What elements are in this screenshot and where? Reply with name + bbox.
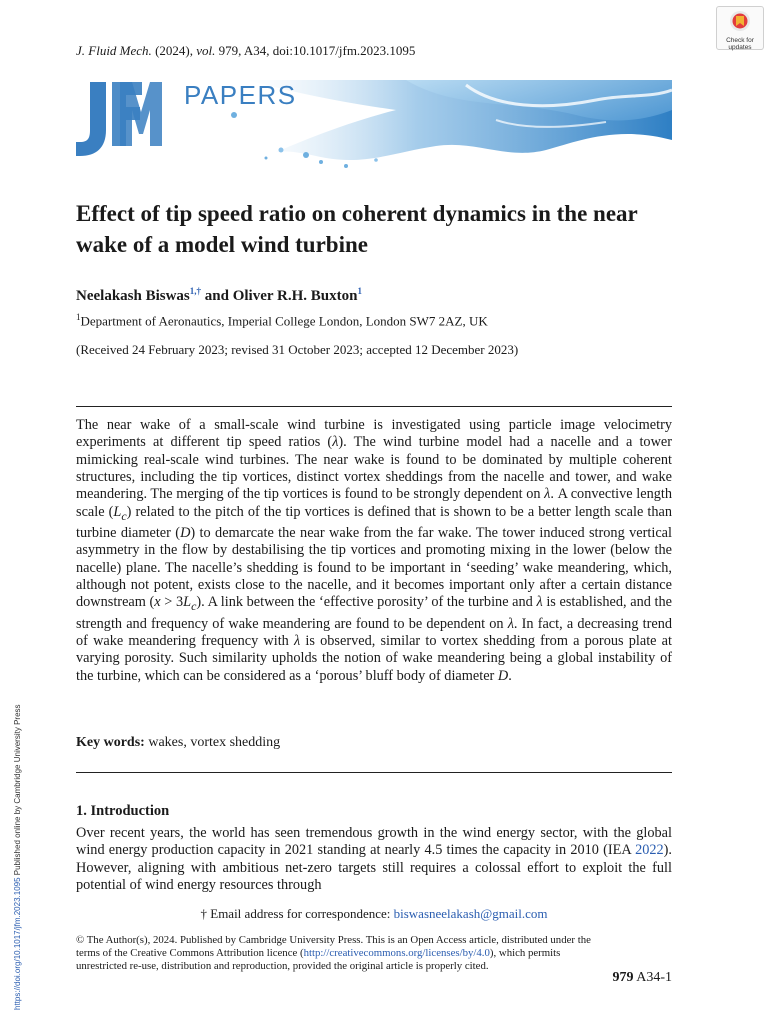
side-doi-link[interactable]: https://doi.org/10.1017/jfm.2023.1095: [13, 877, 22, 1010]
journal-name: J. Fluid Mech.: [76, 43, 152, 58]
journal-year: (2024),: [151, 43, 197, 58]
affiliation-text: Department of Aeronautics, Imperial College London, London SW7 2AZ, UK: [80, 313, 488, 329]
check-label-2: updates: [728, 44, 752, 51]
jfm-papers-banner: [76, 80, 672, 170]
license-text: © The Author(s), 2024. Published by Cambridge University Press. This is an Open Access article, distributed under the terms of the Creative Commons Attribution licence (: [76, 934, 591, 959]
abstract-text: The near wake of a small-scale wind turbine is investigated using particle image velocimetry experiments at different tip speed ratios (: [76, 417, 672, 451]
lambda-symbol: λ: [507, 615, 514, 632]
author-1-affil-link[interactable]: 1: [189, 286, 195, 296]
abstract: [76, 417, 672, 685]
check-label-1: Check for: [726, 37, 754, 44]
abstract-text: . In fact, a decreasing trend of wake meandering frequency with: [76, 615, 672, 649]
author-2-affil-link[interactable]: 1: [357, 286, 362, 296]
lambda-symbol: λ: [544, 486, 551, 503]
abstract-text: .: [508, 667, 512, 684]
d-symbol: D: [180, 524, 191, 541]
water-splash-graphic: [231, 80, 672, 168]
lc-symbol: L: [113, 503, 122, 520]
affiliation: [76, 312, 488, 329]
keywords: [76, 735, 280, 751]
license-link[interactable]: http://creativecommons.org/licenses/by/4.0: [303, 947, 490, 959]
abstract-bottom-rule: [76, 772, 672, 773]
inequality: > 3: [160, 594, 184, 611]
affiliation-marker: 1: [76, 312, 81, 322]
lc-subscript: c: [191, 599, 197, 614]
journal-reference: [76, 43, 415, 59]
email-link[interactable]: biswasneelakash@gmail.com: [393, 906, 548, 921]
email-label: † Email address for correspondence:: [200, 906, 394, 921]
page-volume: 979: [612, 970, 634, 985]
abstract-text: is observed, similar to vortex shedding from a porous plate at varying porosity. Such similarity upholds the notion of wake meandering being a global instability of the turbine, which can be considered as a ‘porous’ bluff body of diameter: [76, 632, 673, 684]
abstract-text: . A convective length scale (: [76, 486, 672, 520]
author-1: Neelakash Biswas: [76, 288, 190, 304]
volume-doi: 979, A34, doi:10.1017/jfm.2023.1095: [215, 43, 416, 58]
introduction-paragraph: [76, 825, 672, 894]
keywords-value: wakes, vortex shedding: [144, 735, 281, 750]
author-2: Oliver R.H. Buxton: [232, 288, 358, 304]
received-dates: (Received 24 February 2023; revised 31 October 2023; accepted 12 December 2023): [76, 342, 519, 357]
abstract-text: is established, and the strength and frequency of wake meandering are found to be dependent on: [76, 594, 672, 632]
keywords-label: Key words:: [76, 735, 145, 750]
paper-title: Effect of tip speed ratio on coherent dynamics in the near wake of a model wind turbine: [76, 201, 638, 257]
abstract-top-rule: [76, 406, 672, 407]
and-text: and: [201, 288, 233, 304]
page-article: A34-1: [633, 970, 672, 985]
page-number: [600, 970, 672, 986]
citation-link[interactable]: 2022: [635, 842, 664, 859]
lc-symbol: L: [183, 594, 192, 611]
author-1-dagger-link[interactable]: ,†: [194, 286, 202, 296]
volume-label: vol.: [196, 43, 216, 58]
side-publisher-text: Published online by Cambridge University Press: [13, 704, 22, 878]
abstract-text: ). A link between the ‘effective porosity’ of the turbine and: [196, 594, 537, 611]
d-symbol: D: [497, 667, 509, 684]
lambda-symbol: λ: [536, 594, 543, 611]
lambda-symbol: λ: [294, 632, 301, 649]
x-symbol: x: [154, 594, 161, 611]
check-for-updates-badge[interactable]: [716, 6, 764, 50]
bookmark-ribbon-icon: [729, 10, 751, 32]
section-heading-introduction: 1. Introduction: [76, 803, 170, 819]
lc-subscript: c: [121, 508, 127, 523]
correspondence-footnote: [76, 906, 672, 922]
lambda-symbol: λ: [332, 434, 339, 451]
introduction-text: ). However, aligning with ambitious net-zero targets still requires a colossal effort to exploit the full potential of wind energy resources through: [76, 842, 672, 894]
authors: [76, 286, 362, 305]
license-notice: [76, 934, 606, 973]
jfm-logo: [76, 80, 297, 156]
abstract-text: ) related to the pitch of the tip vortices is defined that is shown to be a better length scale than turbine diameter (: [76, 503, 672, 541]
introduction-text: Over recent years, the world has seen tremendous growth in the wind energy sector, with the global wind energy production capacity in 2021 standing at nearly 4.5 times the capacity in 2010 (IEA: [76, 825, 672, 859]
license-text: ), which permits unrestricted re-use, distribution and reproduction, provided the original article is properly cited.: [76, 947, 561, 972]
papers-label: PAPERS: [184, 80, 297, 110]
abstract-text: ). The wind turbine model had a nacelle and a tower mimicking real-scale wind turbines. The near wake is found to be dominated by multiple coherent structures, including the tip vortices, distinct vortex sheddings from the nacelle and tower, and wake meandering. The merging of the tip vortices is found to be strongly dependent on: [76, 434, 673, 503]
abstract-text: ) to demarcate the near wake from the far wake. The tower induced strong vertical asymmetry in the flow by destabilising the tip vortices and promoting mixing in the lower (below the nacelle) plane. The nacelle’s shedding is found to be important in ‘seeding’ wake meandering, which, although not potent, exists close to the nacelle, and it becomes important only after a certain distance downstream (: [76, 524, 672, 611]
side-published-online: [13, 704, 22, 1010]
